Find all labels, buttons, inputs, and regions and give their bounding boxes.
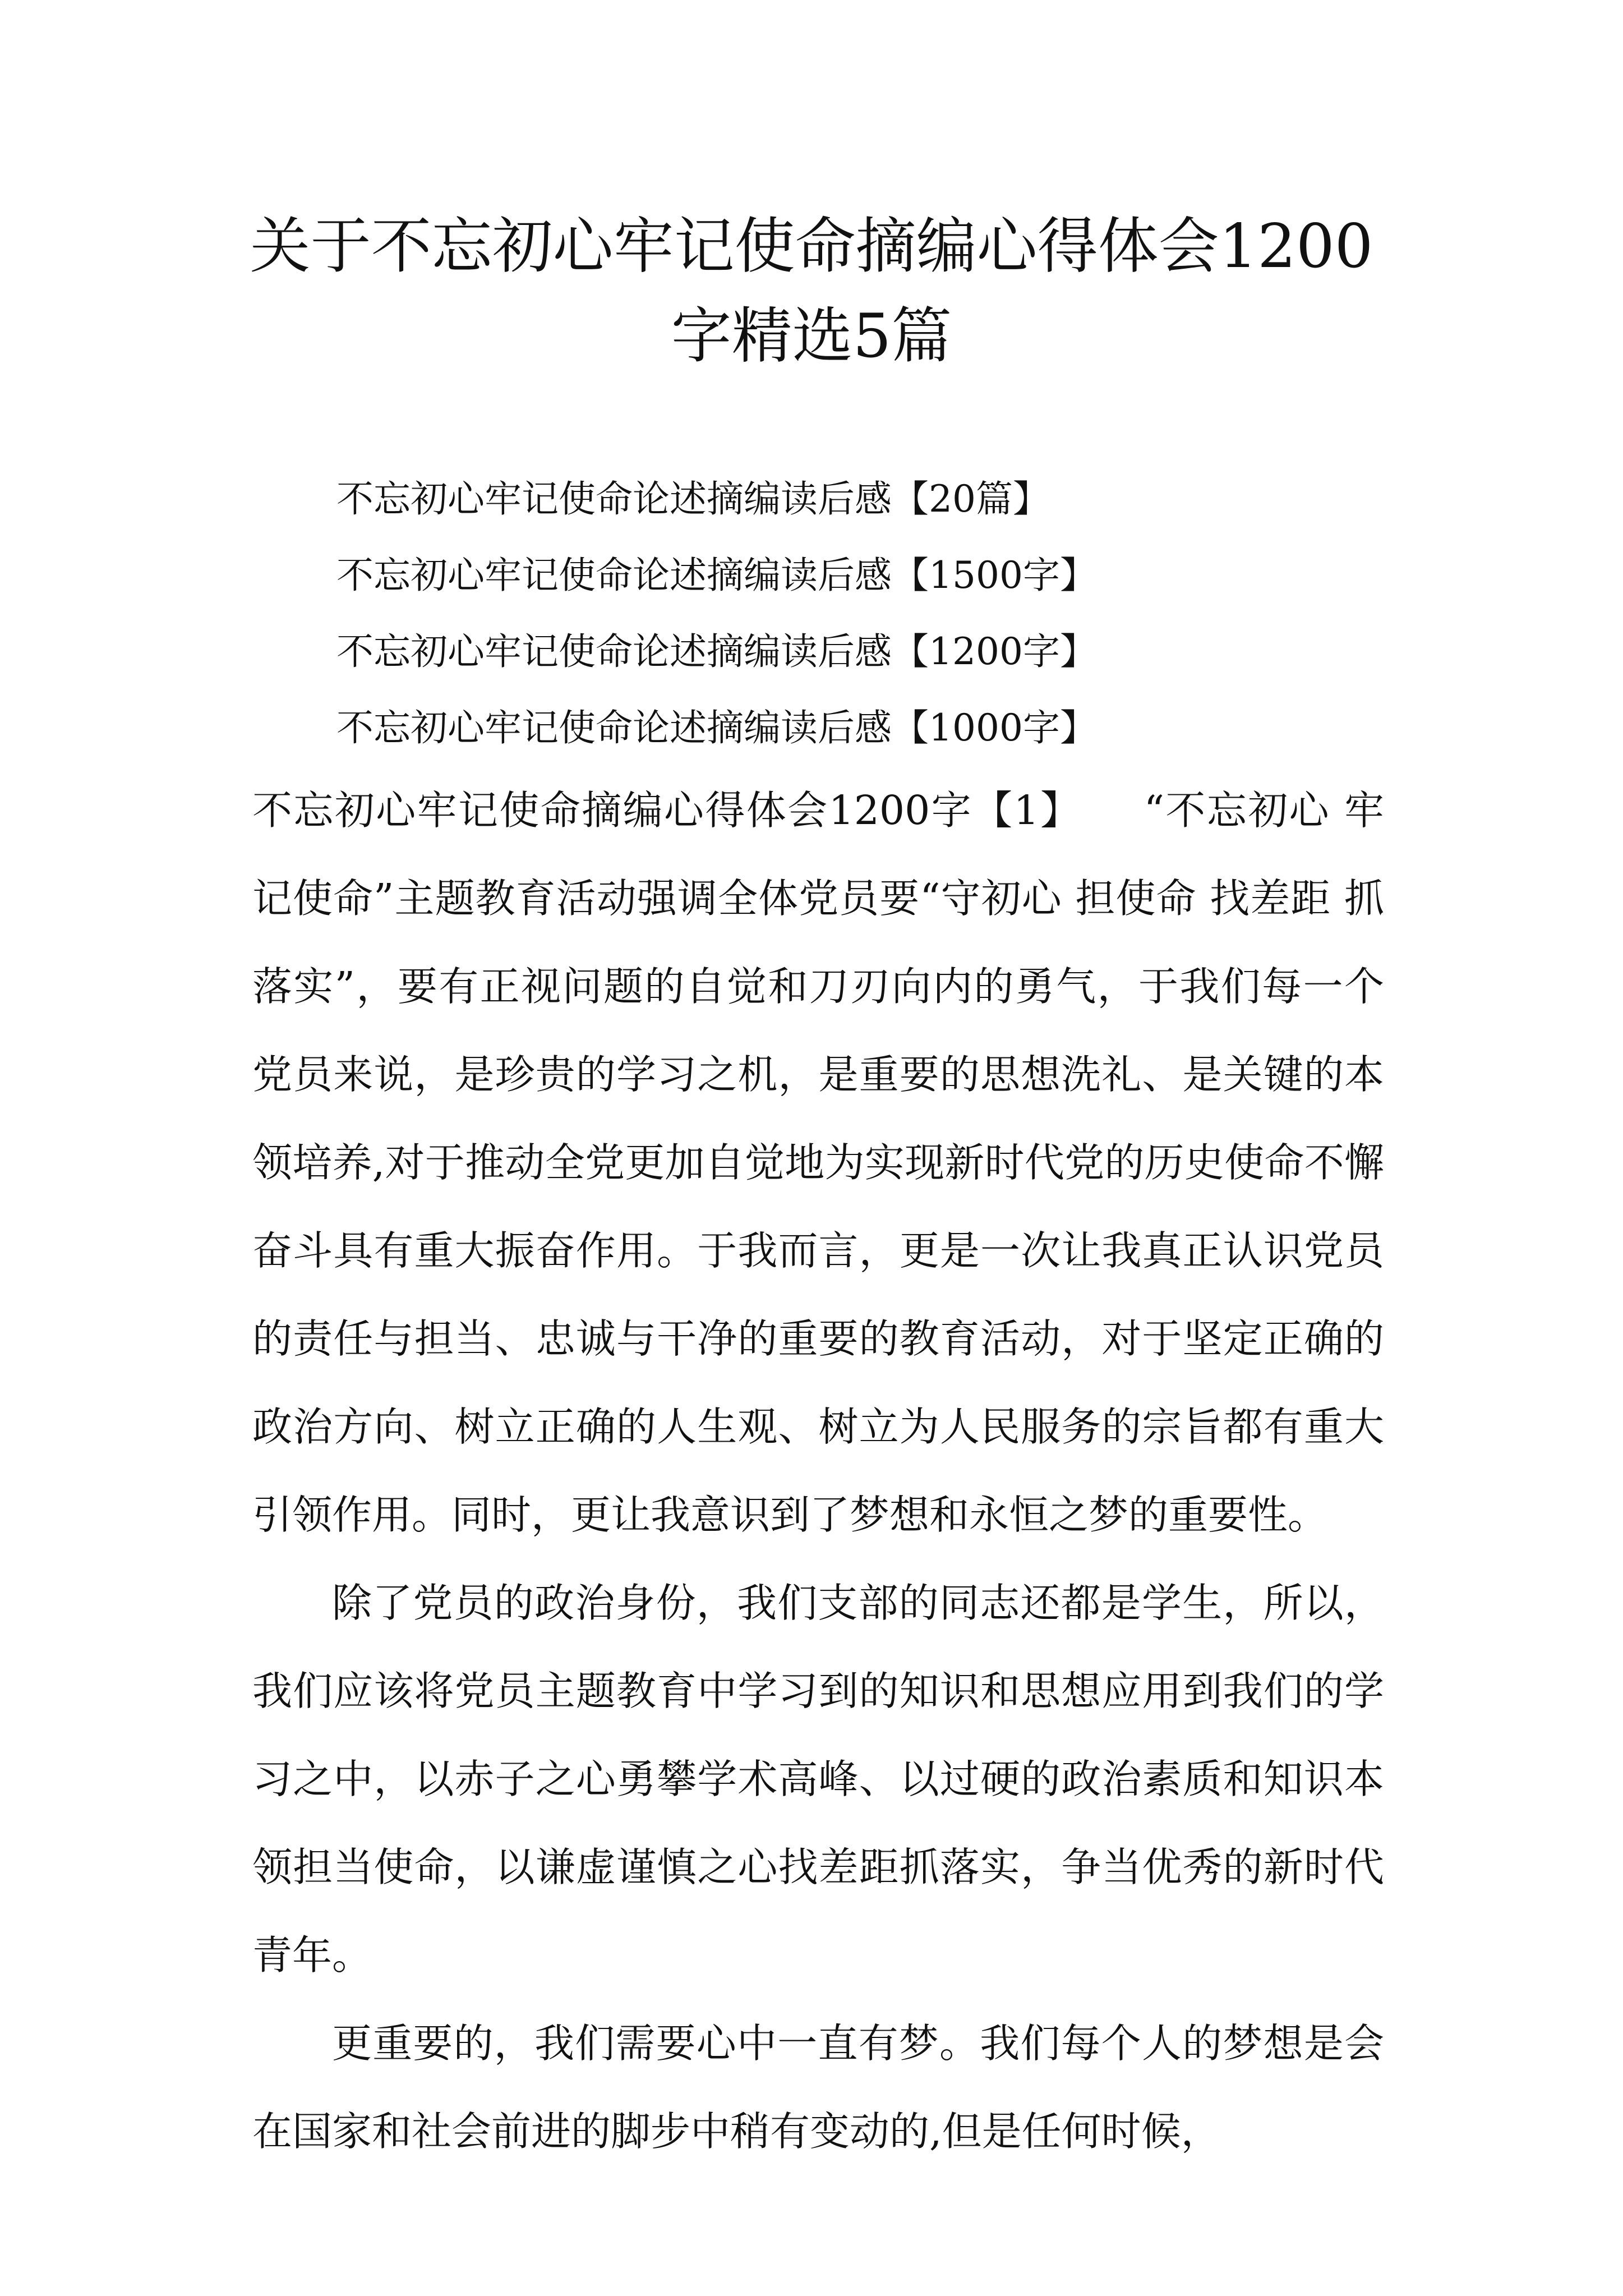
article-list-item: 不忘初心牢记使命论述摘编读后感【1200字】 xyxy=(336,630,1097,673)
title-line-1: 关于不忘初心牢记使命摘编心得体会1200 xyxy=(250,211,1373,282)
paragraph-2: 除了党员的政治身份，我们支部的同志还都是学生，所以，我们应该将党员主题教育中学习到的知识和思想应用到我们的学习之中，以赤子之心勇攀学术高峰、以过硬的政治素质和知识本领担当使命，以谦虚谨慎之心找差距抓落实，争当优秀的新时代青年。 xyxy=(252,1580,1384,1978)
title-line-2: 字精选5篇 xyxy=(671,301,952,371)
article-list-item: 不忘初心牢记使命论述摘编读后感【1000字】 xyxy=(336,706,1097,749)
body-text xyxy=(252,766,1384,2175)
paragraph-3: 更重要的，我们需要心中一直有梦。我们每个人的梦想是会在国家和社会前进的脚步中稍有变动的,但是任何时候， xyxy=(252,2020,1384,2155)
article-list-item: 不忘初心牢记使命论述摘编读后感【20篇】 xyxy=(336,477,1050,521)
document-title xyxy=(213,202,1410,381)
paragraph-1: 不忘初心牢记使命摘编心得体会1200字【1】 “不忘初心 牢记使命”主题教育活动强调全体党员要“守初心 担使命 找差距 抓落实”，要有正视问题的自觉和刀刃向内的勇气，于我们每一个党员来说，是珍贵的学习之机，是重要的思想洗礼、是关键的本领培养,对于推动全党更加自觉地为实现新时代党的历史使命不懈奋斗具有重大振奋作用。于我而言，更是一次让我真正认识党员的责任与担当、忠诚与干净的重要的教育活动，对于坚定正确的政治方向、树立正确的人生观、树立为人民服务的宗旨都有重大引领作用。同时，更让我意识到了梦想和永恒之梦的重要性。 xyxy=(252,787,1384,1538)
article-list xyxy=(336,461,1402,766)
article-list-item: 不忘初心牢记使命论述摘编读后感【1500字】 xyxy=(336,554,1097,597)
